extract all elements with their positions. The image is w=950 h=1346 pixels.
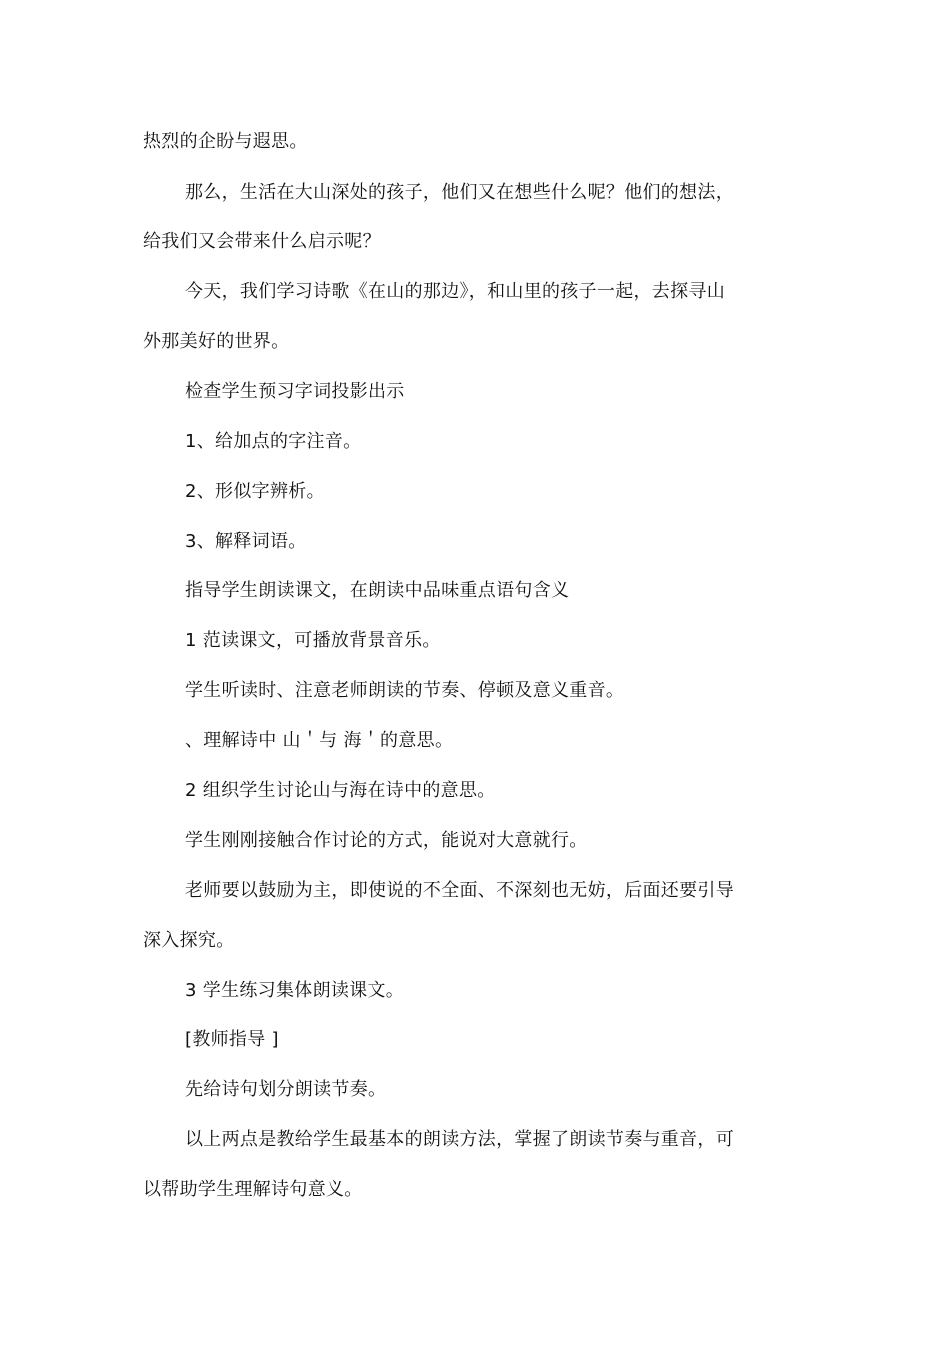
text-line: 2 组织学生讨论山与海在诗中的意思。 xyxy=(185,780,496,801)
text-line: 深入探究。 xyxy=(143,930,235,951)
text-line: 老师要以鼓励为主，即使说的不全面、不深刻也无妨，后面还要引导 xyxy=(185,880,734,901)
text-line: 给我们又会带来什么启示呢？ xyxy=(143,231,381,252)
text-line: 、理解诗中 山＇与 海＇的意思。 xyxy=(185,730,454,751)
text-line: 1、给加点的字注音。 xyxy=(185,431,362,452)
text-line: 以上两点是教给学生最基本的朗读方法，掌握了朗读节奏与重音，可 xyxy=(185,1129,734,1150)
text-line: 热烈的企盼与遐思。 xyxy=(143,131,308,152)
text-line: 外那美好的世界。 xyxy=(143,331,290,352)
text-line: 2、形似字辨析。 xyxy=(185,481,325,502)
text-line: 今天，我们学习诗歌《在山的那边》，和山里的孩子一起，去探寻山 xyxy=(185,281,725,302)
text-line: 学生听读时、注意老师朗读的节奏、停顿及意义重音。 xyxy=(185,680,625,701)
text-line: 学生刚刚接触合作讨论的方式，能说对大意就行。 xyxy=(185,830,588,851)
text-line: 3 学生练习集体朗读课文。 xyxy=(185,980,405,1001)
text-line: [教师指导 ] xyxy=(185,1029,279,1050)
text-line: 1 范读课文，可播放背景音乐。 xyxy=(185,630,441,651)
text-line: 指导学生朗读课文，在朗读中品味重点语句含义 xyxy=(185,580,570,601)
text-line: 先给诗句划分朗读节奏。 xyxy=(185,1079,387,1100)
text-line: 以帮助学生理解诗句意义。 xyxy=(143,1179,363,1200)
text-line: 那么，生活在大山深处的孩子，他们又在想些什么呢？他们的想法， xyxy=(185,182,734,203)
text-line: 检查学生预习字词投影出示 xyxy=(185,381,405,402)
text-line: 3、解释词语。 xyxy=(185,531,307,552)
